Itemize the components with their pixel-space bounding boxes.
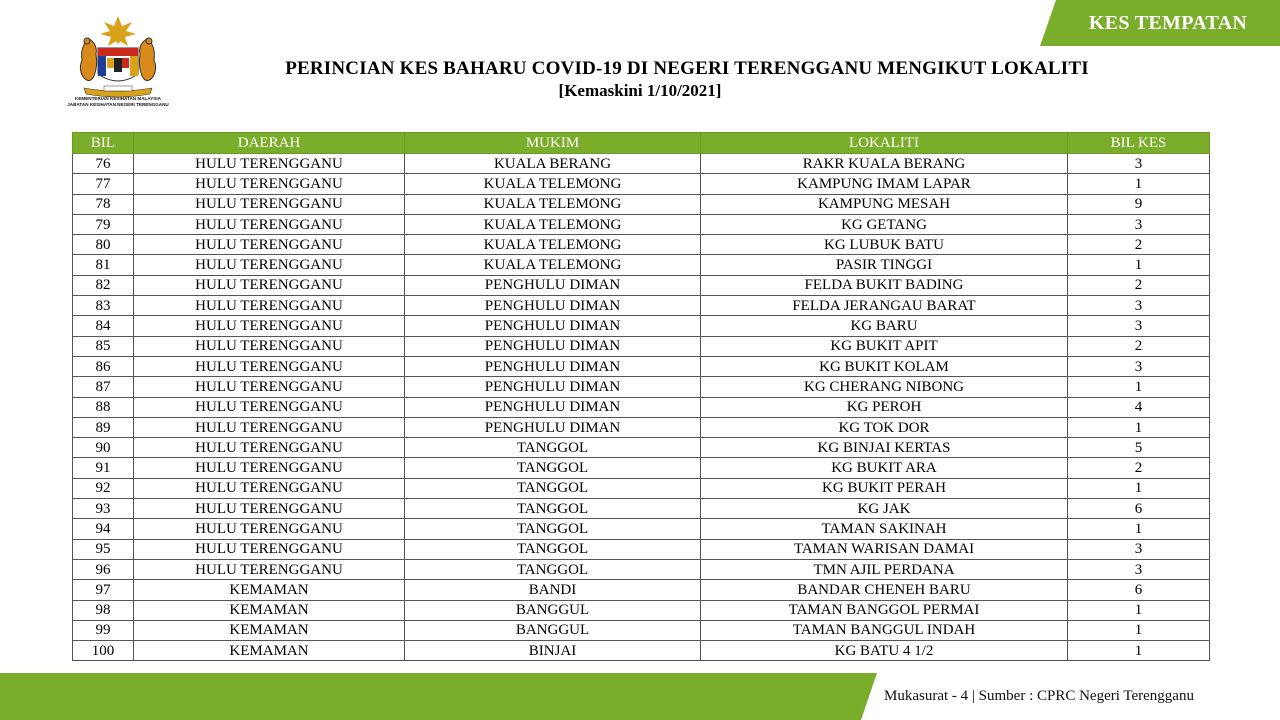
cell-daerah: HULU TERENGGANU xyxy=(134,499,405,519)
page-subtitle: [Kemaskini 1/10/2021] xyxy=(558,81,722,100)
cell-lokaliti: KG BUKIT PERAH xyxy=(701,478,1068,498)
table-header-row xyxy=(73,133,1210,154)
cell-lokaliti: KAMPUNG MESAH xyxy=(701,194,1068,214)
column-header-daerah: DAERAH xyxy=(134,133,405,154)
cell-mukim: PENGHULU DIMAN xyxy=(405,397,701,417)
cell-mukim: KUALA TELEMONG xyxy=(405,194,701,214)
cell-daerah: HULU TERENGGANU xyxy=(134,214,405,234)
table-row xyxy=(73,519,1210,539)
cell-bil: 85 xyxy=(73,336,134,356)
cell-lokaliti: KG BUKIT APIT xyxy=(701,336,1068,356)
cell-bil-kes: 4 xyxy=(1068,397,1210,417)
cell-mukim: PENGHULU DIMAN xyxy=(405,316,701,336)
cell-bil: 96 xyxy=(73,559,134,579)
cell-mukim: TANGGOL xyxy=(405,499,701,519)
cell-lokaliti: TAMAN SAKINAH xyxy=(701,519,1068,539)
cell-lokaliti: TAMAN WARISAN DAMAI xyxy=(701,539,1068,559)
cell-bil-kes: 1 xyxy=(1068,600,1210,620)
cell-mukim: KUALA TELEMONG xyxy=(405,235,701,255)
table-row xyxy=(73,600,1210,620)
cell-bil: 78 xyxy=(73,194,134,214)
cell-bil: 95 xyxy=(73,539,134,559)
cell-bil: 90 xyxy=(73,438,134,458)
cell-mukim: PENGHULU DIMAN xyxy=(405,296,701,316)
cell-bil-kes: 3 xyxy=(1068,214,1210,234)
cell-mukim: PENGHULU DIMAN xyxy=(405,377,701,397)
cell-bil: 97 xyxy=(73,580,134,600)
cell-bil-kes: 9 xyxy=(1068,194,1210,214)
ministry-line-1: KEMENTERIAN KESIHATAN MALAYSIA xyxy=(75,96,161,101)
cell-mukim: TANGGOL xyxy=(405,559,701,579)
cell-bil-kes: 5 xyxy=(1068,438,1210,458)
cell-mukim: TANGGOL xyxy=(405,478,701,498)
cell-bil-kes: 2 xyxy=(1068,235,1210,255)
cell-bil: 98 xyxy=(73,600,134,620)
cell-bil-kes: 3 xyxy=(1068,296,1210,316)
cell-bil-kes: 1 xyxy=(1068,478,1210,498)
table-row xyxy=(73,478,1210,498)
footer-band xyxy=(0,673,877,720)
cell-bil: 77 xyxy=(73,174,134,194)
cell-bil-kes: 1 xyxy=(1068,641,1210,661)
cell-mukim: KUALA BERANG xyxy=(405,154,701,174)
cell-mukim: KUALA TELEMONG xyxy=(405,214,701,234)
cell-lokaliti: KG CHERANG NIBONG xyxy=(701,377,1068,397)
table-row xyxy=(73,255,1210,275)
cell-bil: 93 xyxy=(73,499,134,519)
cell-lokaliti: PASIR TINGGI xyxy=(701,255,1068,275)
cell-bil: 91 xyxy=(73,458,134,478)
cell-lokaliti: KG JAK xyxy=(701,499,1068,519)
cell-bil-kes: 1 xyxy=(1068,519,1210,539)
cell-bil-kes: 3 xyxy=(1068,539,1210,559)
cell-bil: 86 xyxy=(73,356,134,376)
cell-bil-kes: 2 xyxy=(1068,336,1210,356)
table-row xyxy=(73,559,1210,579)
cell-daerah: HULU TERENGGANU xyxy=(134,275,405,295)
cell-lokaliti: KG BATU 4 1/2 xyxy=(701,641,1068,661)
cell-daerah: KEMAMAN xyxy=(134,641,405,661)
cell-bil-kes: 1 xyxy=(1068,255,1210,275)
cell-bil-kes: 6 xyxy=(1068,580,1210,600)
cell-bil-kes: 3 xyxy=(1068,559,1210,579)
cell-mukim: PENGHULU DIMAN xyxy=(405,356,701,376)
ministry-line-2: JABATAN KESIHATAN NEGERI TERENGGANU xyxy=(67,102,169,107)
cell-daerah: HULU TERENGGANU xyxy=(134,417,405,437)
cell-mukim: KUALA TELEMONG xyxy=(405,255,701,275)
cell-mukim: KUALA TELEMONG xyxy=(405,174,701,194)
table-row xyxy=(73,154,1210,174)
cell-bil-kes: 1 xyxy=(1068,174,1210,194)
cell-daerah: HULU TERENGGANU xyxy=(134,559,405,579)
cell-mukim: BANGGUL xyxy=(405,600,701,620)
table-row xyxy=(73,235,1210,255)
cell-daerah: HULU TERENGGANU xyxy=(134,194,405,214)
cell-daerah: HULU TERENGGANU xyxy=(134,539,405,559)
cell-lokaliti: KG BUKIT KOLAM xyxy=(701,356,1068,376)
table-body xyxy=(73,154,1210,661)
table-row xyxy=(73,214,1210,234)
table-row xyxy=(73,438,1210,458)
cell-daerah: HULU TERENGGANU xyxy=(134,296,405,316)
cell-lokaliti: KG BINJAI KERTAS xyxy=(701,438,1068,458)
cell-daerah: HULU TERENGGANU xyxy=(134,174,405,194)
cell-bil: 76 xyxy=(73,154,134,174)
cell-bil: 79 xyxy=(73,214,134,234)
cell-lokaliti: KG BARU xyxy=(701,316,1068,336)
cell-bil: 99 xyxy=(73,620,134,640)
cell-lokaliti: KG GETANG xyxy=(701,214,1068,234)
cell-bil: 83 xyxy=(73,296,134,316)
cell-bil: 94 xyxy=(73,519,134,539)
cell-mukim: BINJAI xyxy=(405,641,701,661)
header-tag-label: KES TEMPATAN xyxy=(1088,12,1248,34)
cell-bil-kes: 3 xyxy=(1068,316,1210,336)
table-row xyxy=(73,336,1210,356)
cell-daerah: HULU TERENGGANU xyxy=(134,478,405,498)
cell-lokaliti: KG PEROH xyxy=(701,397,1068,417)
cell-mukim: TANGGOL xyxy=(405,458,701,478)
table-row xyxy=(73,316,1210,336)
column-header-mukim: MUKIM xyxy=(405,133,701,154)
cell-daerah: HULU TERENGGANU xyxy=(134,519,405,539)
footer-source-text: Mukasurat - 4 | Sumber : CPRC Negeri Terengganu xyxy=(884,688,1194,704)
page-title: PERINCIAN KES BAHARU COVID-19 DI NEGERI TERENGGANU MENGIKUT LOKALITI xyxy=(285,58,1089,79)
cell-bil: 87 xyxy=(73,377,134,397)
cell-lokaliti: TAMAN BANGGOL PERMAI xyxy=(701,600,1068,620)
cell-mukim: PENGHULU DIMAN xyxy=(405,275,701,295)
cell-bil: 82 xyxy=(73,275,134,295)
cell-bil-kes: 1 xyxy=(1068,620,1210,640)
cell-bil: 88 xyxy=(73,397,134,417)
cell-daerah: HULU TERENGGANU xyxy=(134,235,405,255)
cell-daerah: KEMAMAN xyxy=(134,620,405,640)
cell-bil: 81 xyxy=(73,255,134,275)
table-row xyxy=(73,377,1210,397)
cell-lokaliti: RAKR KUALA BERANG xyxy=(701,154,1068,174)
cell-mukim: BANGGUL xyxy=(405,620,701,640)
cell-bil: 92 xyxy=(73,478,134,498)
cell-mukim: PENGHULU DIMAN xyxy=(405,336,701,356)
cell-daerah: HULU TERENGGANU xyxy=(134,438,405,458)
cell-lokaliti: TMN AJIL PERDANA xyxy=(701,559,1068,579)
cell-lokaliti: FELDA BUKIT BADING xyxy=(701,275,1068,295)
cases-table xyxy=(72,132,1210,661)
cell-lokaliti: FELDA JERANGAU BARAT xyxy=(701,296,1068,316)
column-header-lokaliti: LOKALITI xyxy=(701,133,1068,154)
cell-bil: 89 xyxy=(73,417,134,437)
cell-daerah: HULU TERENGGANU xyxy=(134,316,405,336)
cell-bil-kes: 6 xyxy=(1068,499,1210,519)
table-row xyxy=(73,580,1210,600)
cell-daerah: HULU TERENGGANU xyxy=(134,336,405,356)
cell-mukim: TANGGOL xyxy=(405,438,701,458)
cell-bil-kes: 3 xyxy=(1068,154,1210,174)
table-row xyxy=(73,641,1210,661)
table-row xyxy=(73,458,1210,478)
cell-mukim: TANGGOL xyxy=(405,519,701,539)
cell-daerah: HULU TERENGGANU xyxy=(134,255,405,275)
cell-bil: 100 xyxy=(73,641,134,661)
table-row xyxy=(73,417,1210,437)
cell-bil-kes: 2 xyxy=(1068,275,1210,295)
column-header-bil: BIL xyxy=(73,133,134,154)
cell-bil-kes: 1 xyxy=(1068,417,1210,437)
table-row xyxy=(73,275,1210,295)
cell-lokaliti: KAMPUNG IMAM LAPAR xyxy=(701,174,1068,194)
table-row xyxy=(73,397,1210,417)
cell-daerah: KEMAMAN xyxy=(134,580,405,600)
table-row xyxy=(73,620,1210,640)
cell-daerah: KEMAMAN xyxy=(134,600,405,620)
cell-daerah: HULU TERENGGANU xyxy=(134,458,405,478)
cell-lokaliti: KG BUKIT ARA xyxy=(701,458,1068,478)
cell-mukim: BANDI xyxy=(405,580,701,600)
table-row xyxy=(73,539,1210,559)
cell-daerah: HULU TERENGGANU xyxy=(134,397,405,417)
column-header-bil-kes: BIL KES xyxy=(1068,133,1210,154)
cell-lokaliti: TAMAN BANGGUL INDAH xyxy=(701,620,1068,640)
cell-daerah: HULU TERENGGANU xyxy=(134,154,405,174)
cell-bil-kes: 3 xyxy=(1068,356,1210,376)
cell-bil: 84 xyxy=(73,316,134,336)
table-row xyxy=(73,499,1210,519)
cell-mukim: PENGHULU DIMAN xyxy=(405,417,701,437)
cell-lokaliti: KG TOK DOR xyxy=(701,417,1068,437)
cell-bil: 80 xyxy=(73,235,134,255)
table-row xyxy=(73,356,1210,376)
cell-daerah: HULU TERENGGANU xyxy=(134,377,405,397)
table-row xyxy=(73,296,1210,316)
cell-bil-kes: 1 xyxy=(1068,377,1210,397)
cell-lokaliti: BANDAR CHENEH BARU xyxy=(701,580,1068,600)
cell-daerah: HULU TERENGGANU xyxy=(134,356,405,376)
table-row xyxy=(73,194,1210,214)
cell-bil-kes: 2 xyxy=(1068,458,1210,478)
cell-mukim: TANGGOL xyxy=(405,539,701,559)
cell-lokaliti: KG LUBUK BATU xyxy=(701,235,1068,255)
table-row xyxy=(73,174,1210,194)
